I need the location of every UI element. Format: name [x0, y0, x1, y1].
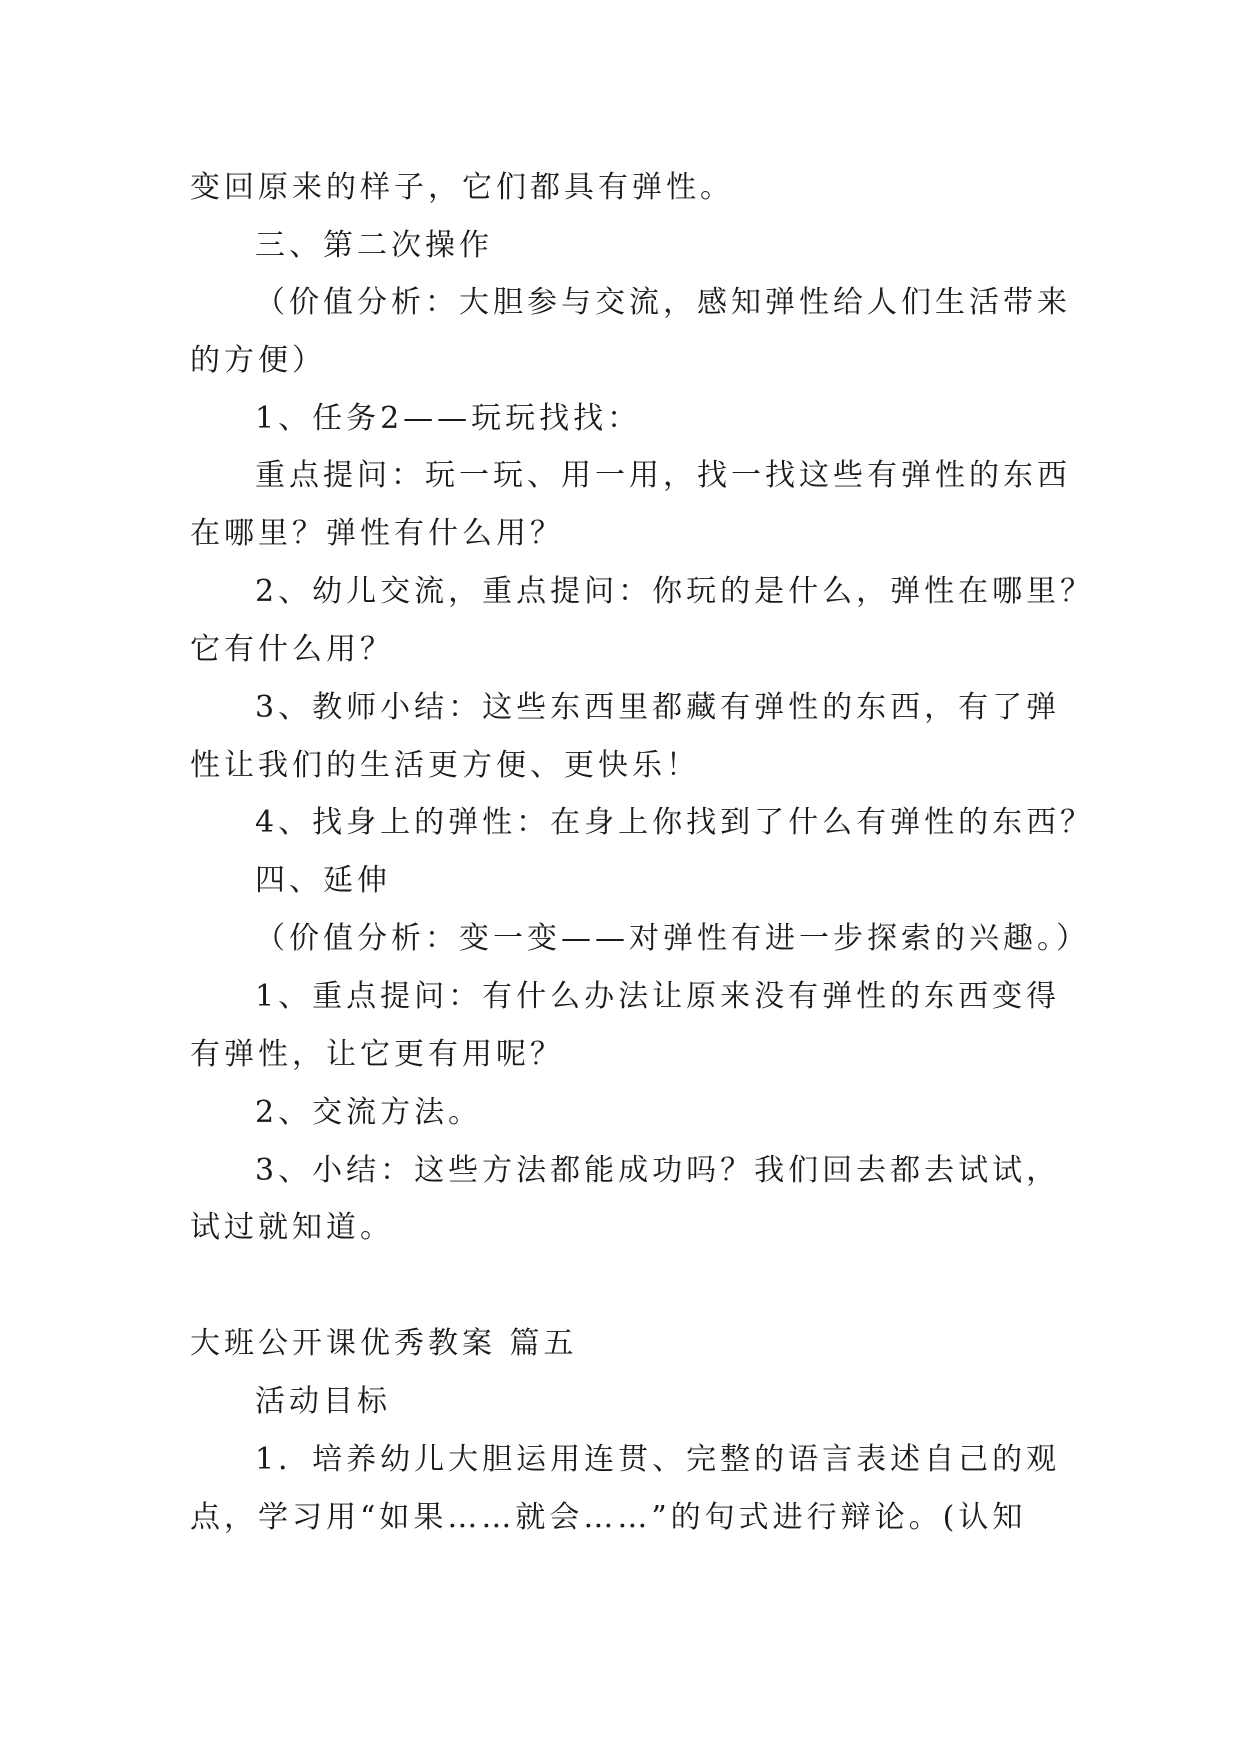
paragraph-line: 在哪里？弹性有什么用？: [190, 516, 564, 551]
paragraph-line: （价值分析：变一变——对弹性有进一步探索的兴趣。）: [255, 921, 1090, 956]
paragraph-line: 点，学习用“如果……就会……”的句式进行辩论。(认知: [190, 1500, 1027, 1535]
paragraph-line: 的方便）: [190, 343, 326, 378]
paragraph-line: 有弹性，让它更有用呢？: [190, 1037, 564, 1072]
paragraph-line: 4、找身上的弹性：在身上你找到了什么有弹性的东西？: [255, 805, 1095, 840]
section-heading: 三、第二次操作: [255, 228, 493, 263]
paragraph-line: 1．培养幼儿大胆运用连贯、完整的语言表述自己的观: [255, 1442, 1061, 1477]
paragraph-line: 重点提问：玩一玩、用一用，找一找这些有弹性的东西: [255, 458, 1071, 493]
paragraph-line: 它有什么用？: [190, 632, 394, 667]
paragraph-line: 试过就知道。: [190, 1210, 394, 1245]
paragraph-line: 2、幼儿交流，重点提问：你玩的是什么，弹性在哪里？: [255, 574, 1095, 609]
section-heading: 活动目标: [255, 1384, 391, 1419]
paragraph-line: 1、重点提问：有什么办法让原来没有弹性的东西变得: [255, 979, 1061, 1014]
paragraph-line: 2、交流方法。: [255, 1095, 483, 1130]
paragraph-line: （价值分析：大胆参与交流，感知弹性给人们生活带来: [255, 285, 1071, 320]
section-heading: 四、延伸: [255, 863, 391, 898]
document-title: 大班公开课优秀教案 篇五: [190, 1326, 578, 1361]
paragraph-line: 变回原来的样子，它们都具有弹性。: [190, 170, 734, 205]
paragraph-line: 3、小结：这些方法都能成功吗？我们回去都去试试，: [255, 1153, 1061, 1188]
paragraph-line: 1、任务2——玩玩找找：: [255, 401, 642, 436]
paragraph-line: 3、教师小结：这些东西里都藏有弹性的东西，有了弹: [255, 690, 1061, 725]
paragraph-line: 性让我们的生活更方便、更快乐！: [190, 748, 700, 783]
